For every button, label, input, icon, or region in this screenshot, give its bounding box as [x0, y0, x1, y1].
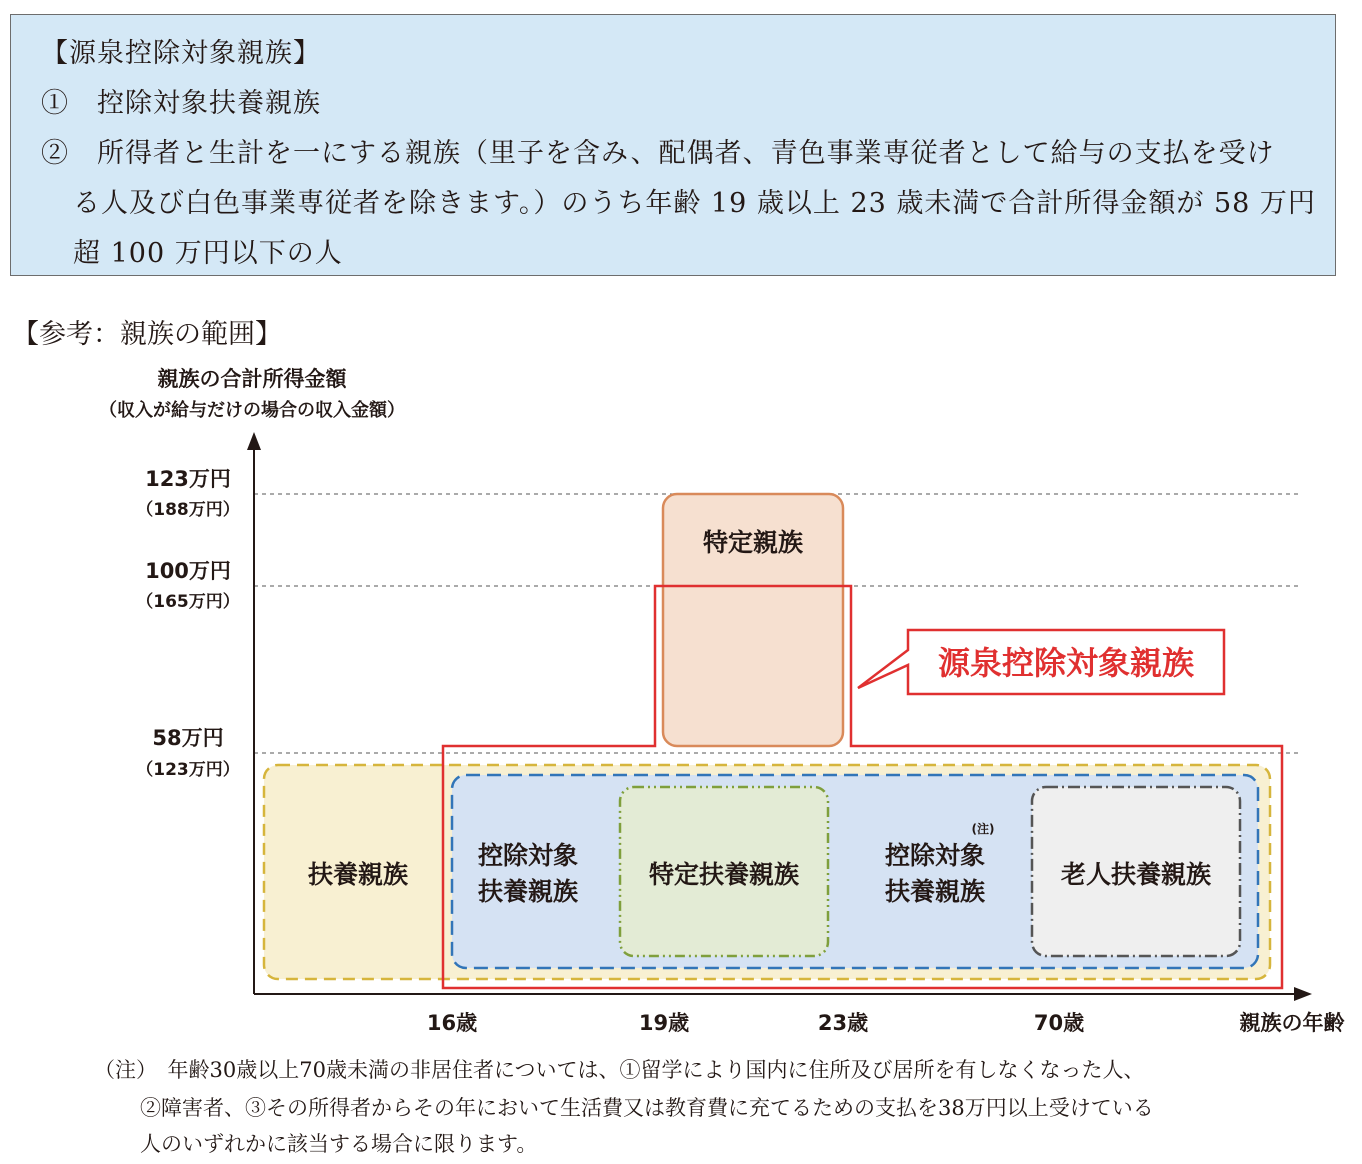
y-level-sub-58: （123万円）: [136, 760, 240, 780]
y-level-sub-100: （165万円）: [136, 592, 240, 612]
koujo-left-label-2: 扶養親族: [477, 877, 579, 906]
relatives-range-diagram: [0, 350, 1362, 1050]
x-tick-23: 23歳: [817, 1011, 869, 1035]
definition-item-2-line-2: る人及び白色事業専従者を除きます。）のうち年齢 19 歳以上 23 歳未満で合計所得金額が 58 万円: [73, 188, 1316, 219]
y-axis-subtitle: （収入が給与だけの場合の収入金額）: [99, 400, 405, 421]
footnote-line-3: 人のいずれかに該当する場合に限ります。: [140, 1132, 538, 1156]
definition-title: 【源泉控除対象親族】: [41, 38, 321, 69]
fuyou-shinzoku-label: 扶養親族: [307, 860, 409, 889]
definition-item-2-line-1: ② 所得者と生計を一にする親族（里子を含み、配偶者、青色事業専従者として給与の支払を受け: [41, 138, 1275, 169]
definition-item-1: ① 控除対象扶養親族: [41, 88, 321, 119]
footnote-line-2: ②障害者、③その所得者からその年において生活費又は教育費に充てるための支払を38万円以上受けている: [140, 1096, 1154, 1120]
definition-box: [10, 14, 1336, 276]
x-tick-70: 70歳: [1033, 1011, 1085, 1035]
definition-item-2-line-3: 超 100 万円以下の人: [73, 238, 343, 269]
koujo-right-label-2: 扶養親族: [884, 877, 986, 906]
x-tick-16: 16歳: [426, 1011, 478, 1035]
roujin-fuyou-label: 老人扶養親族: [1060, 860, 1212, 889]
y-axis-arrow-icon: [247, 432, 261, 450]
y-level-label-123: 123万円: [145, 467, 231, 491]
y-axis-title: 親族の合計所得金額: [157, 367, 347, 391]
tokutei-fuyou-label: 特定扶養親族: [648, 860, 800, 889]
footnote-line-1: （注） 年齢30歳以上70歳未満の非居住者については、①留学により国内に住所及び居所を有しなくなった人、: [94, 1058, 1145, 1082]
x-axis-title: 親族の年齢: [1239, 1011, 1345, 1035]
note-mark: (注): [971, 822, 995, 836]
tokutei-shinzoku-label: 特定親族: [702, 528, 804, 557]
x-tick-19: 19歳: [638, 1011, 690, 1035]
y-level-label-100: 100万円: [145, 559, 231, 583]
y-level-sub-123: （188万円）: [136, 500, 240, 520]
koujo-right-label-1: 控除対象: [884, 841, 986, 870]
reference-title: 【参考：親族の範囲】: [12, 319, 282, 350]
x-axis-arrow-icon: [1294, 987, 1312, 1001]
callout-label: 源泉控除対象親族: [937, 644, 1195, 682]
y-level-label-58: 58万円: [152, 726, 224, 750]
koujo-left-label-1: 控除対象: [477, 841, 579, 870]
